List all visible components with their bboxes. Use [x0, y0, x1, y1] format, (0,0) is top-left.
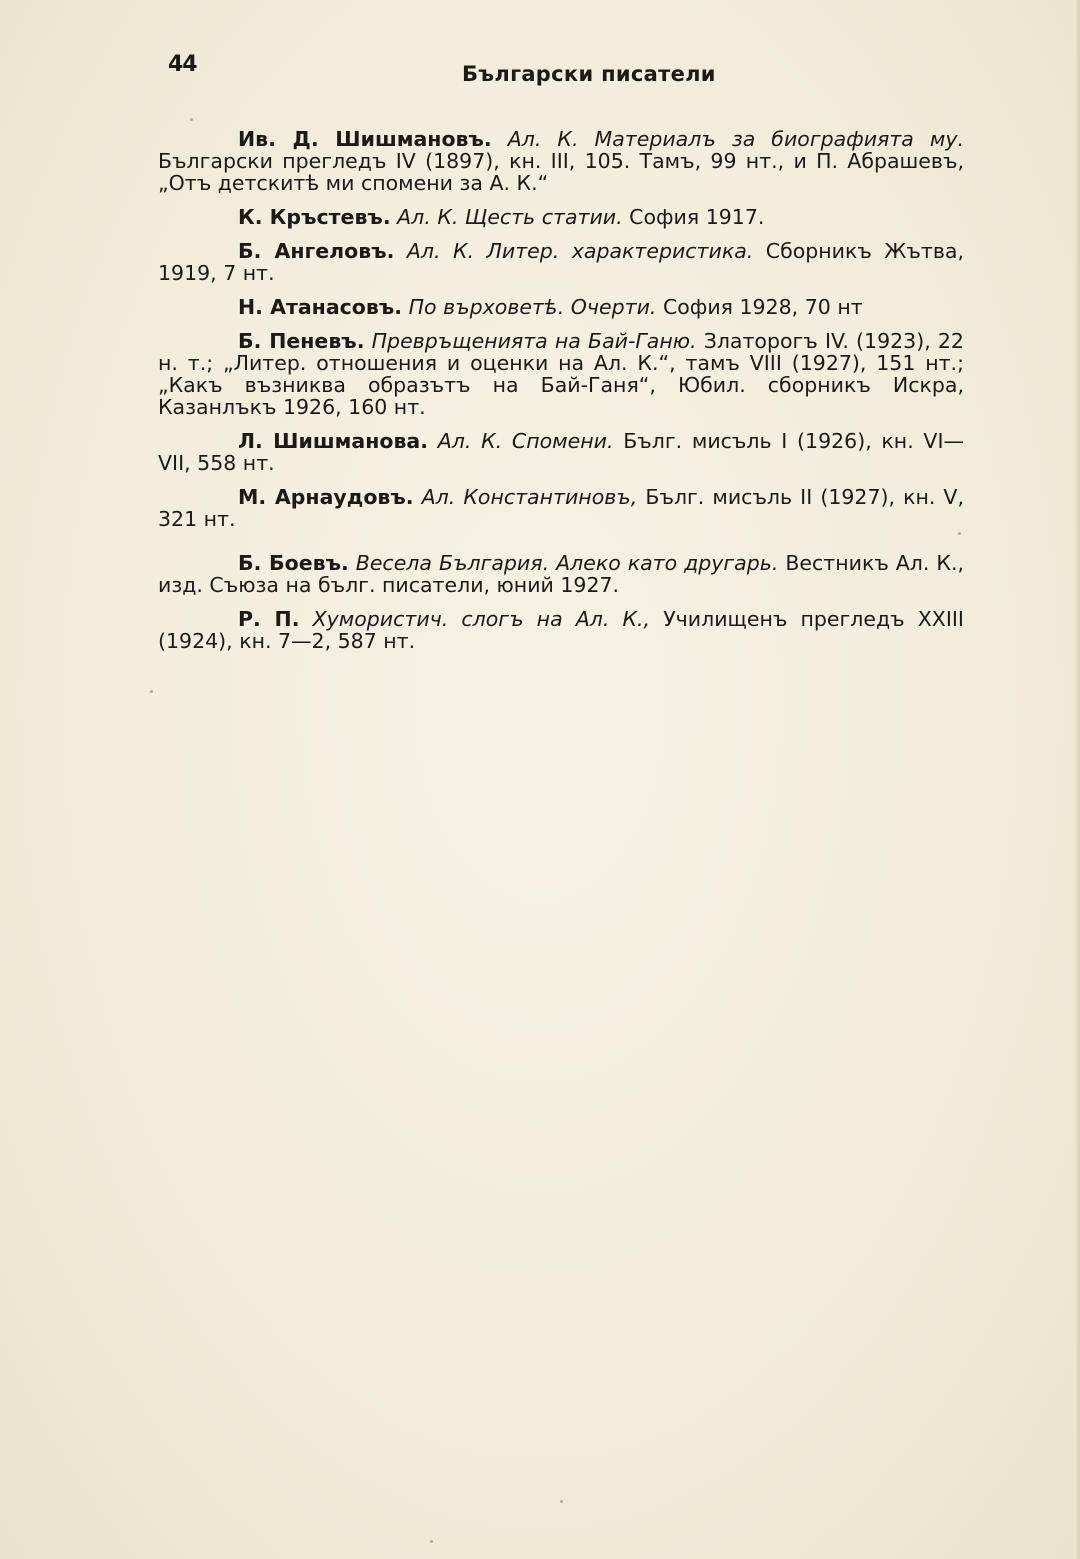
entry-details: София 1928, 70 нт: [662, 295, 863, 319]
entry-title: Весела България. Алеко като другарь.: [355, 551, 779, 575]
bibliography-list: [158, 128, 964, 664]
entry-title: Ал. К. Спомени.: [437, 429, 614, 453]
entry-details: София 1917.: [629, 205, 765, 229]
running-head: Български писатели: [462, 62, 716, 86]
entry-details: Златорогъ IV. (1923), 22 н. т.; „Литер. отношения и оценки на Ал. К.“, тамъ VIII (1927), 151 нт.; „Какъ възниква образътъ на Бай-Ганя“, Юбил. сборникъ Искра, Казанлъкъ 1926, 160 нт.: [158, 329, 964, 419]
bibliography-entry: [158, 486, 964, 530]
entry-details: Бълг. мисъль I (1926), кн. VI—VII, 558 нт.: [158, 429, 965, 475]
entry-details: Вестникъ Ал. К., изд. Съюза на бълг. писатели, юний 1927.: [158, 551, 964, 597]
entry-title: Ал. К. Материалъ за биографията му.: [507, 127, 964, 151]
entry-author: Б. Пеневъ.: [238, 329, 365, 353]
paper-speck: [430, 1540, 433, 1543]
paper-speck: [958, 532, 961, 535]
entry-title: Хумористич. слогъ на Ал. К.,: [312, 607, 651, 631]
bibliography-entry: [158, 128, 964, 194]
entry-details: Сборникъ Жътва, 1919, 7 нт.: [158, 239, 964, 285]
bibliography-entry: [158, 330, 964, 418]
paper-speck: [190, 118, 193, 121]
bibliography-entry: [158, 552, 964, 596]
bibliography-entry: [158, 240, 964, 284]
bibliography-entry: [158, 608, 964, 652]
paper-speck: [560, 1500, 563, 1503]
entry-title: Ал. К. Щесть статии.: [397, 205, 623, 229]
entry-title: Ал. К. Литер. характеристика.: [406, 239, 754, 263]
entry-author: Р. П.: [238, 607, 300, 631]
entry-author: Ив. Д. Шишмановъ.: [238, 127, 492, 151]
bibliography-entry: [158, 206, 964, 228]
bibliography-entry: [158, 430, 964, 474]
entry-author: Н. Атанасовъ.: [238, 295, 403, 319]
page-number: 44: [168, 52, 197, 77]
entry-title: Превръщенията на Бай-Ганю.: [371, 329, 697, 353]
entry-author: Б. Боевъ.: [238, 551, 349, 575]
entry-title: По върховетѣ. Очерти.: [408, 295, 657, 319]
entry-author: К. Кръстевъ.: [238, 205, 391, 229]
page-edge-shadow: [1074, 0, 1080, 1559]
entry-details: Бълг. мисъль II (1927), кн. V, 321 нт.: [158, 485, 964, 531]
paper-speck: [150, 690, 153, 693]
entry-details: Български прегледъ IV (1897), кн. III, 105. Тамъ, 99 нт., и П. Абрашевъ, „Отъ детскитѣ ми спомени за А. К.“: [158, 149, 964, 195]
entry-author: Л. Шишманова.: [238, 429, 429, 453]
entry-details: Училищенъ прегледъ XXIII (1924), кн. 7—2, 587 нт.: [158, 607, 964, 653]
entry-author: М. Арнаудовъ.: [238, 485, 414, 509]
bibliography-entry: [158, 296, 964, 318]
entry-author: Б. Ангеловъ.: [238, 239, 395, 263]
entry-title: Ал. Константиновъ,: [421, 485, 638, 509]
